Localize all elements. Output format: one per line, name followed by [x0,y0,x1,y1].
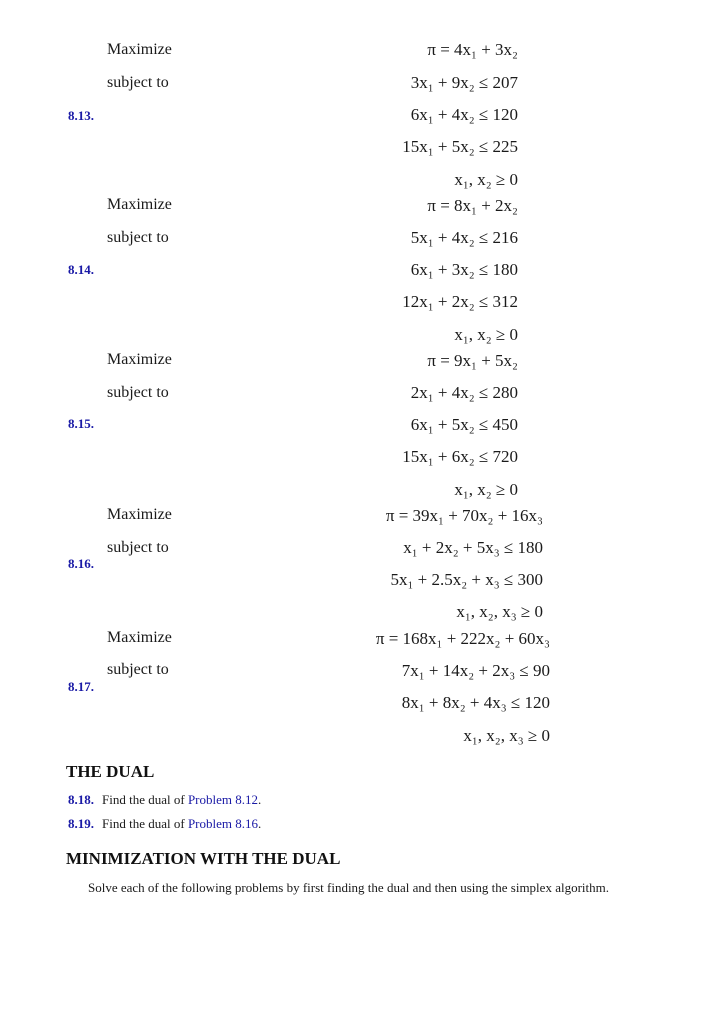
problem-number: 8.17. [68,679,94,694]
constraint: 6x₁ + 4x₂ ≤ 120 [410,105,518,124]
subject-to-label: subject to [107,539,169,556]
subject-to-label: subject to [107,384,169,401]
problem-equations [300,196,518,356]
problem-link[interactable]: Problem 8.12 [187,792,258,807]
exercise-suffix: . [258,816,262,831]
objective-function: π = 8x₁ + 2x₂ [427,196,518,215]
constraint: 5x₁ + 2.5x₂ + x₃ ≤ 300 [390,570,543,589]
problem-number: 8.14. [68,262,94,277]
section-intro: Solve each of the following problems by first finding the dual and then using the simplex algorithm. [88,880,609,895]
constraint: 12x₁ + 2x₂ ≤ 312 [402,292,518,311]
exercise-text: Find the dual of [102,792,188,807]
constraint: 15x₁ + 5x₂ ≤ 225 [402,137,518,156]
maximize-label: Maximize [107,351,172,368]
nonnegativity-constraint: x₁, x₂, x₃ ≥ 0 [463,726,550,745]
maximize-label: Maximize [107,196,172,213]
constraint: 5x₁ + 4x₂ ≤ 216 [410,228,518,247]
constraint: 15x₁ + 6x₂ ≤ 720 [402,447,518,466]
constraint: 7x₁ + 14x₂ + 2x₃ ≤ 90 [401,661,550,680]
nonnegativity-constraint: x₁, x₂, x₃ ≥ 0 [456,602,543,621]
constraint: 6x₁ + 5x₂ ≤ 450 [410,415,518,434]
constraint: x₁ + 2x₂ + 5x₃ ≤ 180 [403,538,543,557]
exercise-item [68,792,261,808]
maximize-label: Maximize [107,629,172,646]
subject-to-label: subject to [107,74,169,91]
objective-function: π = 9x₁ + 5x₂ [427,351,518,370]
nonnegativity-constraint: x₁, x₂ ≥ 0 [454,170,518,189]
nonnegativity-constraint: x₁, x₂ ≥ 0 [454,480,518,499]
problem-equations [300,629,550,754]
section-heading-minimization: MINIMIZATION WITH THE DUAL [66,849,341,868]
constraint: 3x₁ + 9x₂ ≤ 207 [410,73,518,92]
problem-link[interactable]: Problem 8.16 [187,816,258,831]
objective-function: π = 4x₁ + 3x₂ [427,40,518,59]
nonnegativity-constraint: x₁, x₂ ≥ 0 [454,325,518,344]
problem-number: 8.13. [68,108,94,123]
maximize-label: Maximize [107,506,172,523]
exercise-item [68,816,261,832]
exercise-text: Find the dual of [102,816,188,831]
constraint: 6x₁ + 3x₂ ≤ 180 [410,260,518,279]
problem-number: 8.15. [68,416,94,431]
exercise-number: 8.18. [68,792,94,807]
problem-equations [300,40,518,200]
subject-to-label: subject to [107,661,169,678]
constraint: 2x₁ + 4x₂ ≤ 280 [410,383,518,402]
exercise-suffix: . [258,792,262,807]
objective-function: π = 168x₁ + 222x₂ + 60x₃ [375,629,550,648]
exercise-number: 8.19. [68,816,94,831]
subject-to-label: subject to [107,229,169,246]
maximize-label: Maximize [107,41,172,58]
objective-function: π = 39x₁ + 70x₂ + 16x₃ [385,506,543,525]
problem-number: 8.16. [68,556,94,571]
constraint: 8x₁ + 8x₂ + 4x₃ ≤ 120 [401,693,550,712]
problem-equations [300,351,518,511]
section-heading-dual: THE DUAL [66,762,155,781]
problem-equations [300,506,543,626]
